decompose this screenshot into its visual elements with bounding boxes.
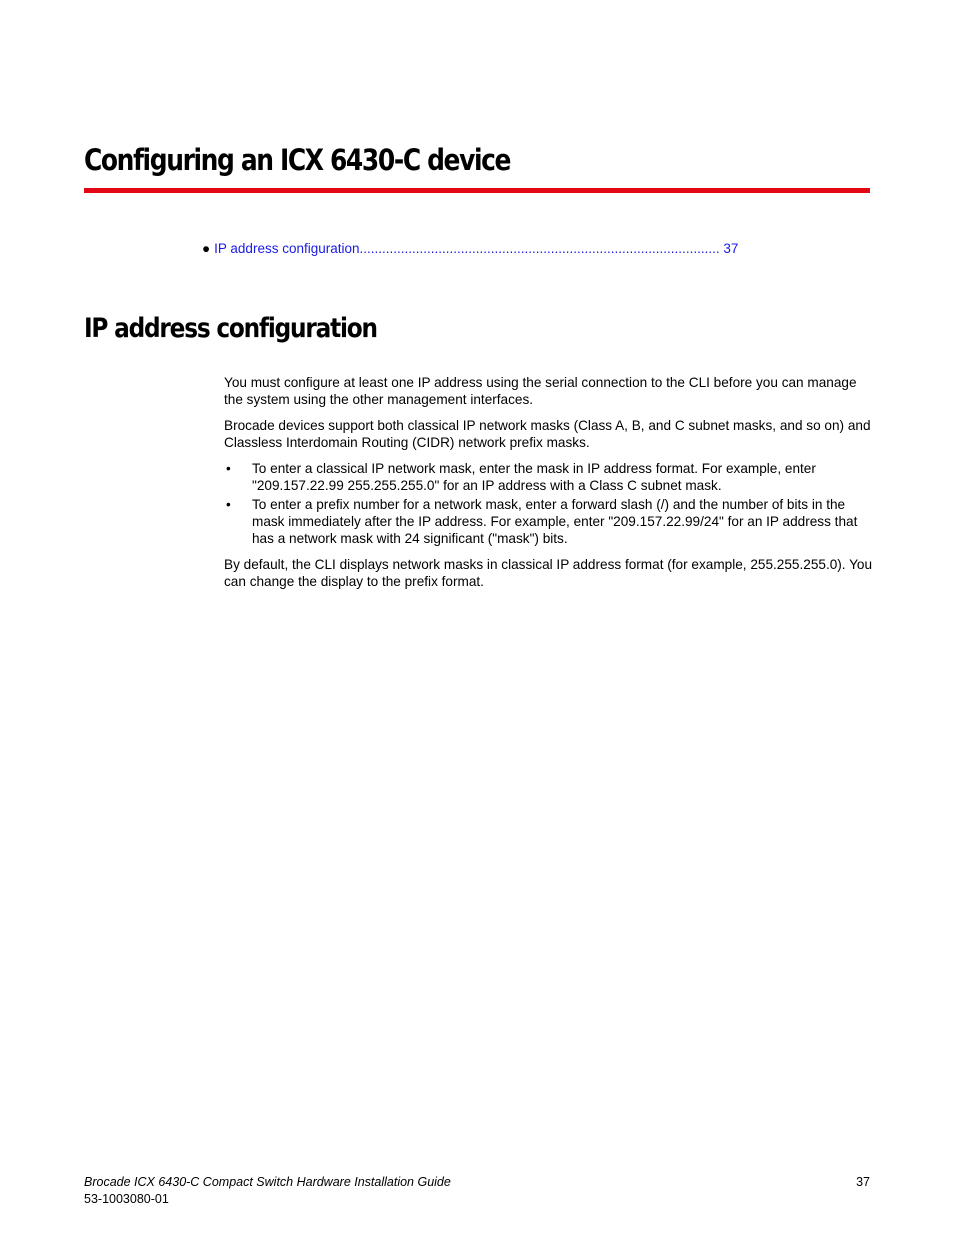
bullet-icon: • <box>226 461 231 476</box>
footer-document-info <box>84 1174 451 1208</box>
list-item-text: To enter a classical IP network mask, enter the mask in IP address format. For example, enter "209.157.22.99 255.255.255.0" for an IP address with a Class C subnet mask. <box>252 461 816 493</box>
list-item <box>224 496 874 547</box>
title-underline-rule <box>84 188 870 193</box>
paragraph-mask-support: Brocade devices support both classical IP network masks (Class A, B, and C subnet masks, and so on) and Classless Interdomain Routing (CIDR) network prefix masks. <box>224 418 871 450</box>
paragraph-intro: You must configure at least one IP address using the serial connection to the CLI before you can manage the system using the other management interfaces. <box>224 375 857 407</box>
bullet-icon: • <box>226 497 231 512</box>
paragraph-default-display: By default, the CLI displays network masks in classical IP address format (for example, 255.255.255.0). You can change the display to the prefix format. <box>224 557 873 589</box>
toc-bullet-icon: ● <box>202 241 211 256</box>
footer-guide-title: Brocade ICX 6430-C Compact Switch Hardware Installation Guide <box>84 1175 451 1189</box>
footer-doc-number: 53-1003080-01 <box>84 1192 169 1206</box>
footer-page-number: 37 <box>856 1175 870 1189</box>
list-item <box>224 460 874 494</box>
section-title: IP address configuration <box>84 313 377 344</box>
bullet-list <box>224 460 874 549</box>
list-item-text: To enter a prefix number for a network mask, enter a forward slash (/) and the number of bits in the mask immediately after the IP address. For example, enter "209.157.22.99/24" for an IP address that has a network mask with 24 significant ("mask") bits. <box>252 497 858 546</box>
toc-link-ip-address-configuration[interactable]: IP address configuration................................................................................................ 37 <box>214 241 739 256</box>
chapter-toc <box>202 240 738 258</box>
chapter-title: Configuring an ICX 6430-C device <box>84 143 511 177</box>
